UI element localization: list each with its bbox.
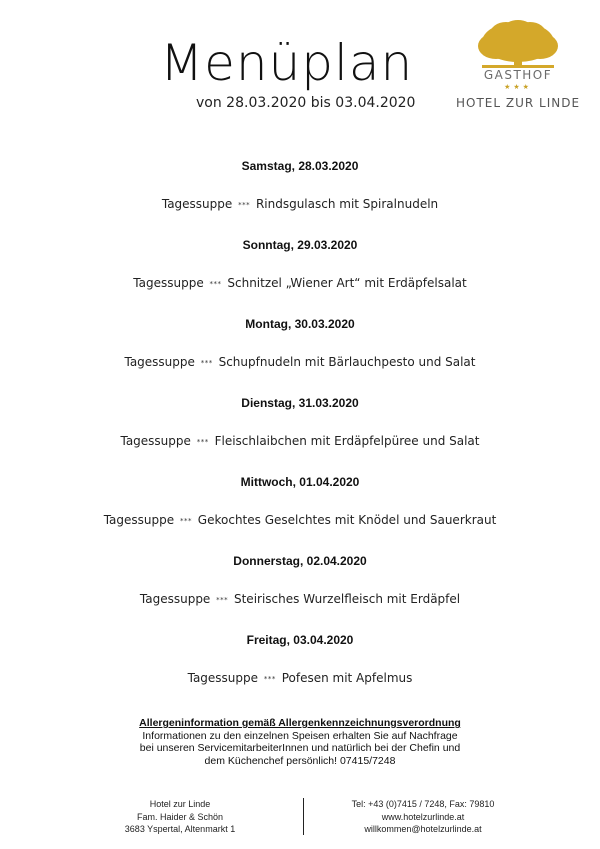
menu-day <box>0 395 600 474</box>
footer-website-link[interactable]: www.hotelzurlinde.at <box>381 811 465 822</box>
day-heading: Freitag, 03.04.2020 <box>246 633 354 647</box>
footer-hotel-name: Hotel zur Linde <box>149 799 211 809</box>
separator: *** <box>216 596 229 604</box>
footer-email-link[interactable]: willkommen@hotelzurlinde.at <box>364 824 482 834</box>
separator: *** <box>238 201 251 209</box>
day-heading: Sonntag, 29.03.2020 <box>242 238 358 252</box>
logo-stars: ★★★ <box>504 83 532 91</box>
main-dish: Gekochtes Geselchtes mit Knödel und Sauerkraut <box>197 513 497 527</box>
menu-day <box>0 316 600 395</box>
menu-list <box>0 158 600 711</box>
soup-label: Tagessuppe <box>124 355 195 369</box>
dish-line <box>0 591 600 608</box>
menu-day <box>0 632 600 711</box>
allergen-info <box>100 717 500 767</box>
separator: *** <box>196 438 209 446</box>
day-heading: Samstag, 28.03.2020 <box>241 159 359 173</box>
menu-day <box>0 474 600 553</box>
allergen-line: Informationen zu den einzelnen Speisen erhalten Sie auf Nachfrage <box>142 729 458 742</box>
separator: *** <box>209 280 222 288</box>
soup-label: Tagessuppe <box>103 513 175 527</box>
menu-day <box>0 158 600 237</box>
footer-divider <box>303 798 304 835</box>
separator: *** <box>200 359 213 367</box>
soup-label: Tagessuppe <box>120 434 191 448</box>
allergen-line: bei unseren ServicemitarbeiterInnen und natürlich bei der Chefin und <box>139 742 461 754</box>
footer-owners: Fam. Haider & Schön <box>136 811 224 822</box>
menu-day <box>0 237 600 316</box>
dish-line <box>0 512 600 529</box>
day-heading: Donnerstag, 02.04.2020 <box>233 554 367 568</box>
day-heading: Montag, 30.03.2020 <box>245 317 355 331</box>
footer-phone: Tel: +43 (0)7415 / 7248, Fax: 79810 <box>351 799 495 809</box>
footer-address <box>100 798 260 836</box>
main-dish: Schupfnudeln mit Bärlauchpesto und Salat <box>218 355 476 369</box>
separator: *** <box>179 517 192 525</box>
footer-street: 3683 Yspertal, Altenmarkt 1 <box>124 824 236 834</box>
dish-line <box>0 196 600 213</box>
main-dish: Pofesen mit Apfelmus <box>281 671 413 685</box>
allergen-line: dem Küchenchef persönlich! 07415/7248 <box>204 754 396 767</box>
main-dish: Rindsgulasch mit Spiralnudeln <box>255 197 439 211</box>
menu-day <box>0 553 600 632</box>
soup-label: Tagessuppe <box>187 671 259 685</box>
date-range: von 28.03.2020 bis 03.04.2020 <box>196 95 416 111</box>
linden-tree-icon <box>452 20 584 70</box>
main-dish: Fleischlaibchen mit Erdäpfelpüree und Salat <box>214 434 480 448</box>
soup-label: Tagessuppe <box>161 197 233 211</box>
dish-line <box>0 433 600 450</box>
soup-label: Tagessuppe <box>133 276 204 290</box>
hotel-logo <box>452 20 584 120</box>
dish-line <box>0 275 600 292</box>
dish-line <box>0 354 600 371</box>
day-heading: Mittwoch, 01.04.2020 <box>240 475 360 489</box>
dish-line <box>0 670 600 687</box>
main-dish: Schnitzel „Wiener Art“ mit Erdäpfelsalat <box>227 276 467 290</box>
logo-hotel-name: HOTEL ZUR LINDE <box>455 96 581 110</box>
soup-label: Tagessuppe <box>139 592 211 606</box>
page-title: Menüplan <box>160 34 414 92</box>
main-dish: Steirisches Wurzelfleisch mit Erdäpfel <box>233 592 461 606</box>
footer-contact <box>328 798 518 836</box>
logo-gasthof: GASTHOF <box>483 68 553 82</box>
day-heading: Dienstag, 31.03.2020 <box>241 396 359 410</box>
allergen-title: Allergeninformation gemäß Allergenkennzeichnungsverordnung <box>139 717 461 729</box>
separator: *** <box>263 675 276 683</box>
